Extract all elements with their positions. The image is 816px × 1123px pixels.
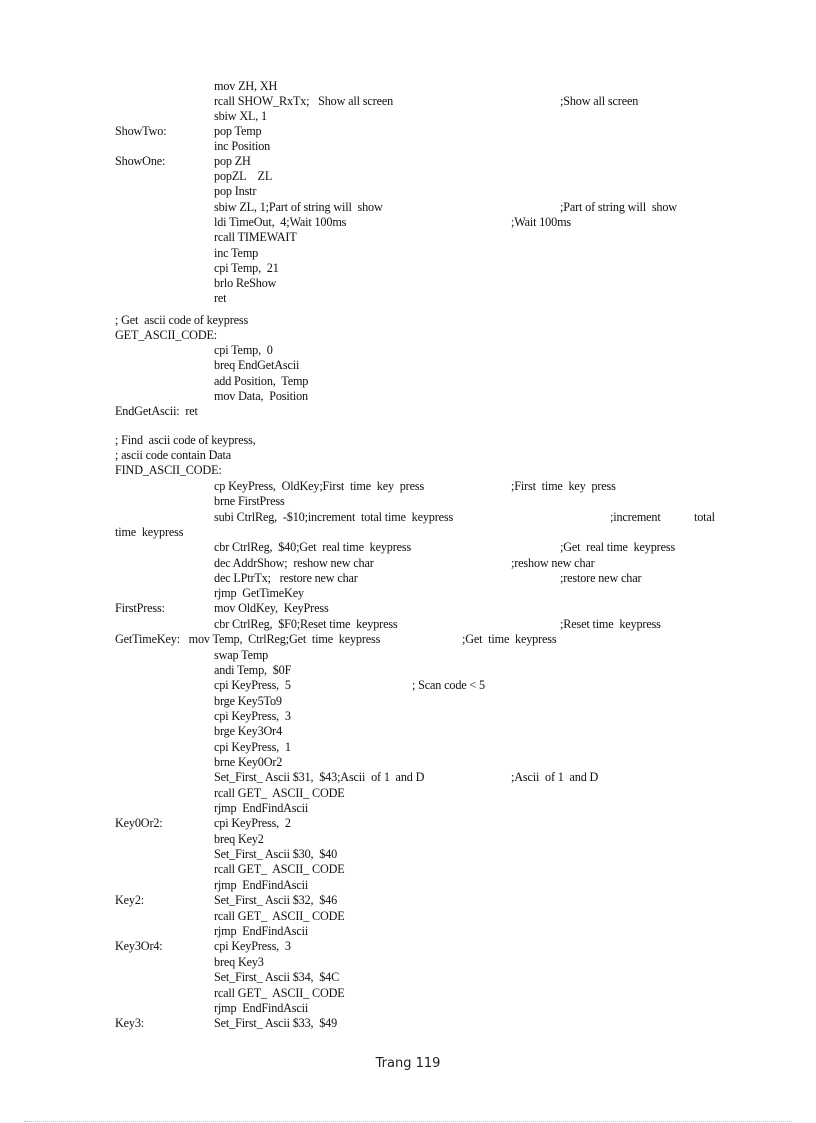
code-line bbox=[0, 200, 816, 215]
code-line bbox=[0, 648, 816, 663]
code-line bbox=[0, 494, 816, 509]
code-line bbox=[0, 601, 816, 616]
code-line bbox=[0, 525, 816, 540]
code-instruction: Set_First_ Ascii $30, $40 bbox=[214, 847, 338, 861]
code-line bbox=[0, 479, 816, 494]
code-instruction: brne Key0Or2 bbox=[214, 755, 283, 769]
code-instruction: dec LPtrTx; restore new char bbox=[214, 571, 358, 585]
code-instruction: rjmp EndFindAscii bbox=[214, 1001, 309, 1015]
code-line bbox=[0, 924, 816, 939]
code-label: FirstPress: bbox=[115, 601, 165, 615]
code-line bbox=[0, 246, 816, 261]
code-line bbox=[0, 358, 816, 373]
code-instruction: rcall TIMEWAIT bbox=[214, 230, 297, 244]
code-instruction: pop Instr bbox=[214, 184, 257, 198]
code-instruction: dec AddrShow; reshow new char bbox=[214, 556, 374, 570]
code-line bbox=[0, 276, 816, 291]
code-line bbox=[0, 878, 816, 893]
code-line bbox=[0, 632, 816, 647]
code-comment: ;increment bbox=[610, 510, 661, 524]
code-line bbox=[0, 586, 816, 601]
code-instruction: Set_First_ Ascii $32, $46 bbox=[214, 893, 338, 907]
code-comment: ;Part of string will show bbox=[560, 200, 677, 214]
code-instruction: rjmp GetTimeKey bbox=[214, 586, 304, 600]
code-instruction: rjmp EndFindAscii bbox=[214, 801, 309, 815]
code-instruction: Set_First_ Ascii $31, $43;Ascii of 1 and D bbox=[214, 770, 425, 784]
code-line bbox=[0, 448, 816, 463]
code-comment: ;Get time keypress bbox=[462, 632, 557, 646]
code-instruction: Set_First_ Ascii $33, $49 bbox=[214, 1016, 338, 1030]
code-instruction: cpi Temp, 0 bbox=[214, 343, 273, 357]
code-line bbox=[0, 328, 816, 343]
code-label: Key0Or2: bbox=[115, 816, 163, 830]
code-comment: ;reshow new char bbox=[511, 556, 595, 570]
code-line bbox=[0, 433, 816, 448]
code-line bbox=[0, 291, 816, 306]
code-instruction: Set_First_ Ascii $34, $4C bbox=[214, 970, 340, 984]
code-comment: total bbox=[694, 510, 715, 524]
code-line bbox=[0, 313, 816, 328]
code-instruction: mov ZH, XH bbox=[214, 79, 278, 93]
code-comment: ;First time key press bbox=[511, 479, 616, 493]
code-instruction: mov Data, Position bbox=[214, 389, 308, 403]
code-line bbox=[0, 571, 816, 586]
code-label: Key2: bbox=[115, 893, 145, 907]
code-instruction: cbr CtrlReg, $40;Get real time keypress bbox=[214, 540, 412, 554]
code-line bbox=[0, 816, 816, 831]
code-label: EndGetAscii: ret bbox=[115, 404, 198, 418]
code-instruction: brge Key5To9 bbox=[214, 694, 282, 708]
code-line bbox=[0, 139, 816, 154]
code-instruction: cpi KeyPress, 1 bbox=[214, 740, 291, 754]
code-comment: ;Reset time keypress bbox=[560, 617, 661, 631]
code-line bbox=[0, 169, 816, 184]
code-instruction: rcall GET_ ASCII_ CODE bbox=[214, 986, 345, 1000]
code-line bbox=[0, 694, 816, 709]
code-line bbox=[0, 663, 816, 678]
code-comment: ;restore new char bbox=[560, 571, 642, 585]
code-line bbox=[0, 1001, 816, 1016]
code-line bbox=[0, 770, 816, 785]
code-label: time keypress bbox=[115, 525, 184, 539]
code-instruction: rjmp EndFindAscii bbox=[214, 878, 309, 892]
code-comment: ;Show all screen bbox=[560, 94, 639, 108]
code-line bbox=[0, 847, 816, 862]
code-label: ; Find ascii code of keypress, bbox=[115, 433, 256, 447]
code-label: ShowTwo: bbox=[115, 124, 167, 138]
code-line bbox=[0, 184, 816, 199]
code-line bbox=[0, 893, 816, 908]
code-instruction: pop ZH bbox=[214, 154, 251, 168]
code-line bbox=[0, 463, 816, 478]
code-comment: ;Ascii of 1 and D bbox=[511, 770, 599, 784]
page-bottom-divider bbox=[24, 1121, 792, 1122]
code-line bbox=[0, 374, 816, 389]
code-line bbox=[0, 94, 816, 109]
code-comment: ;Get real time keypress bbox=[560, 540, 676, 554]
code-instruction: rcall GET_ ASCII_ CODE bbox=[214, 786, 345, 800]
code-instruction: breq Key3 bbox=[214, 955, 264, 969]
code-instruction: cp KeyPress, OldKey;First time key press bbox=[214, 479, 425, 493]
code-line bbox=[0, 724, 816, 739]
code-line bbox=[0, 939, 816, 954]
code-line bbox=[0, 709, 816, 724]
code-line bbox=[0, 124, 816, 139]
code-line bbox=[0, 556, 816, 571]
code-instruction: inc Temp bbox=[214, 246, 259, 260]
code-label: FIND_ASCII_CODE: bbox=[115, 463, 222, 477]
code-instruction: breq EndGetAscii bbox=[214, 358, 300, 372]
code-label: ; ascii code contain Data bbox=[115, 448, 232, 462]
page-number: Trang 119 bbox=[375, 1056, 441, 1071]
code-line bbox=[0, 510, 816, 525]
code-instruction: rcall SHOW_RxTx; Show all screen bbox=[214, 94, 394, 108]
code-instruction: sbiw XL, 1 bbox=[214, 109, 268, 123]
code-line bbox=[0, 740, 816, 755]
code-label: Key3: bbox=[115, 1016, 145, 1030]
code-line bbox=[0, 230, 816, 245]
code-instruction: brge Key3Or4 bbox=[214, 724, 283, 738]
code-line bbox=[0, 909, 816, 924]
code-line bbox=[0, 986, 816, 1001]
code-instruction: breq Key2 bbox=[214, 832, 264, 846]
code-label: GetTimeKey: mov Temp, CtrlReg;Get time keypress bbox=[115, 632, 381, 646]
code-instruction: sbiw ZL, 1;Part of string will show bbox=[214, 200, 383, 214]
code-label: Key3Or4: bbox=[115, 939, 163, 953]
code-instruction: cpi Temp, 21 bbox=[214, 261, 279, 275]
code-instruction: popZL ZL bbox=[214, 169, 273, 183]
code-instruction: cpi KeyPress, 5 bbox=[214, 678, 291, 692]
code-comment: ;Wait 100ms bbox=[511, 215, 571, 229]
code-line bbox=[0, 1016, 816, 1031]
code-line bbox=[0, 617, 816, 632]
code-instruction: cpi KeyPress, 3 bbox=[214, 939, 291, 953]
code-instruction: rjmp EndFindAscii bbox=[214, 924, 309, 938]
code-line bbox=[0, 261, 816, 276]
code-instruction: swap Temp bbox=[214, 648, 269, 662]
code-instruction: inc Position bbox=[214, 139, 271, 153]
code-instruction: ldi TimeOut, 4;Wait 100ms bbox=[214, 215, 347, 229]
code-line bbox=[0, 389, 816, 404]
code-instruction: brlo ReShow bbox=[214, 276, 277, 290]
code-line bbox=[0, 154, 816, 169]
code-line bbox=[0, 215, 816, 230]
code-instruction: cpi KeyPress, 3 bbox=[214, 709, 291, 723]
code-instruction: ret bbox=[214, 291, 227, 305]
code-line bbox=[0, 79, 816, 94]
code-line bbox=[0, 786, 816, 801]
code-line bbox=[0, 343, 816, 358]
code-line bbox=[0, 801, 816, 816]
code-instruction: cbr CtrlReg, $F0;Reset time keypress bbox=[214, 617, 398, 631]
code-label: ShowOne: bbox=[115, 154, 166, 168]
code-instruction: subi CtrlReg, -$10;increment total time keypress bbox=[214, 510, 454, 524]
code-label: ; Get ascii code of keypress bbox=[115, 313, 249, 327]
code-line bbox=[0, 970, 816, 985]
code-instruction: brne FirstPress bbox=[214, 494, 285, 508]
code-instruction: andi Temp, $0F bbox=[214, 663, 292, 677]
code-instruction: cpi KeyPress, 2 bbox=[214, 816, 291, 830]
code-line bbox=[0, 540, 816, 555]
code-line bbox=[0, 832, 816, 847]
code-line bbox=[0, 755, 816, 770]
code-instruction: pop Temp bbox=[214, 124, 262, 138]
code-instruction: mov OldKey, KeyPress bbox=[214, 601, 329, 615]
code-line bbox=[0, 862, 816, 877]
code-line bbox=[0, 109, 816, 124]
code-line bbox=[0, 404, 816, 419]
code-instruction: rcall GET_ ASCII_ CODE bbox=[214, 909, 345, 923]
code-instruction: rcall GET_ ASCII_ CODE bbox=[214, 862, 345, 876]
code-label: GET_ASCII_CODE: bbox=[115, 328, 218, 342]
code-comment: ; Scan code < 5 bbox=[412, 678, 485, 692]
code-instruction: add Position, Temp bbox=[214, 374, 309, 388]
code-line bbox=[0, 955, 816, 970]
code-line bbox=[0, 678, 816, 693]
